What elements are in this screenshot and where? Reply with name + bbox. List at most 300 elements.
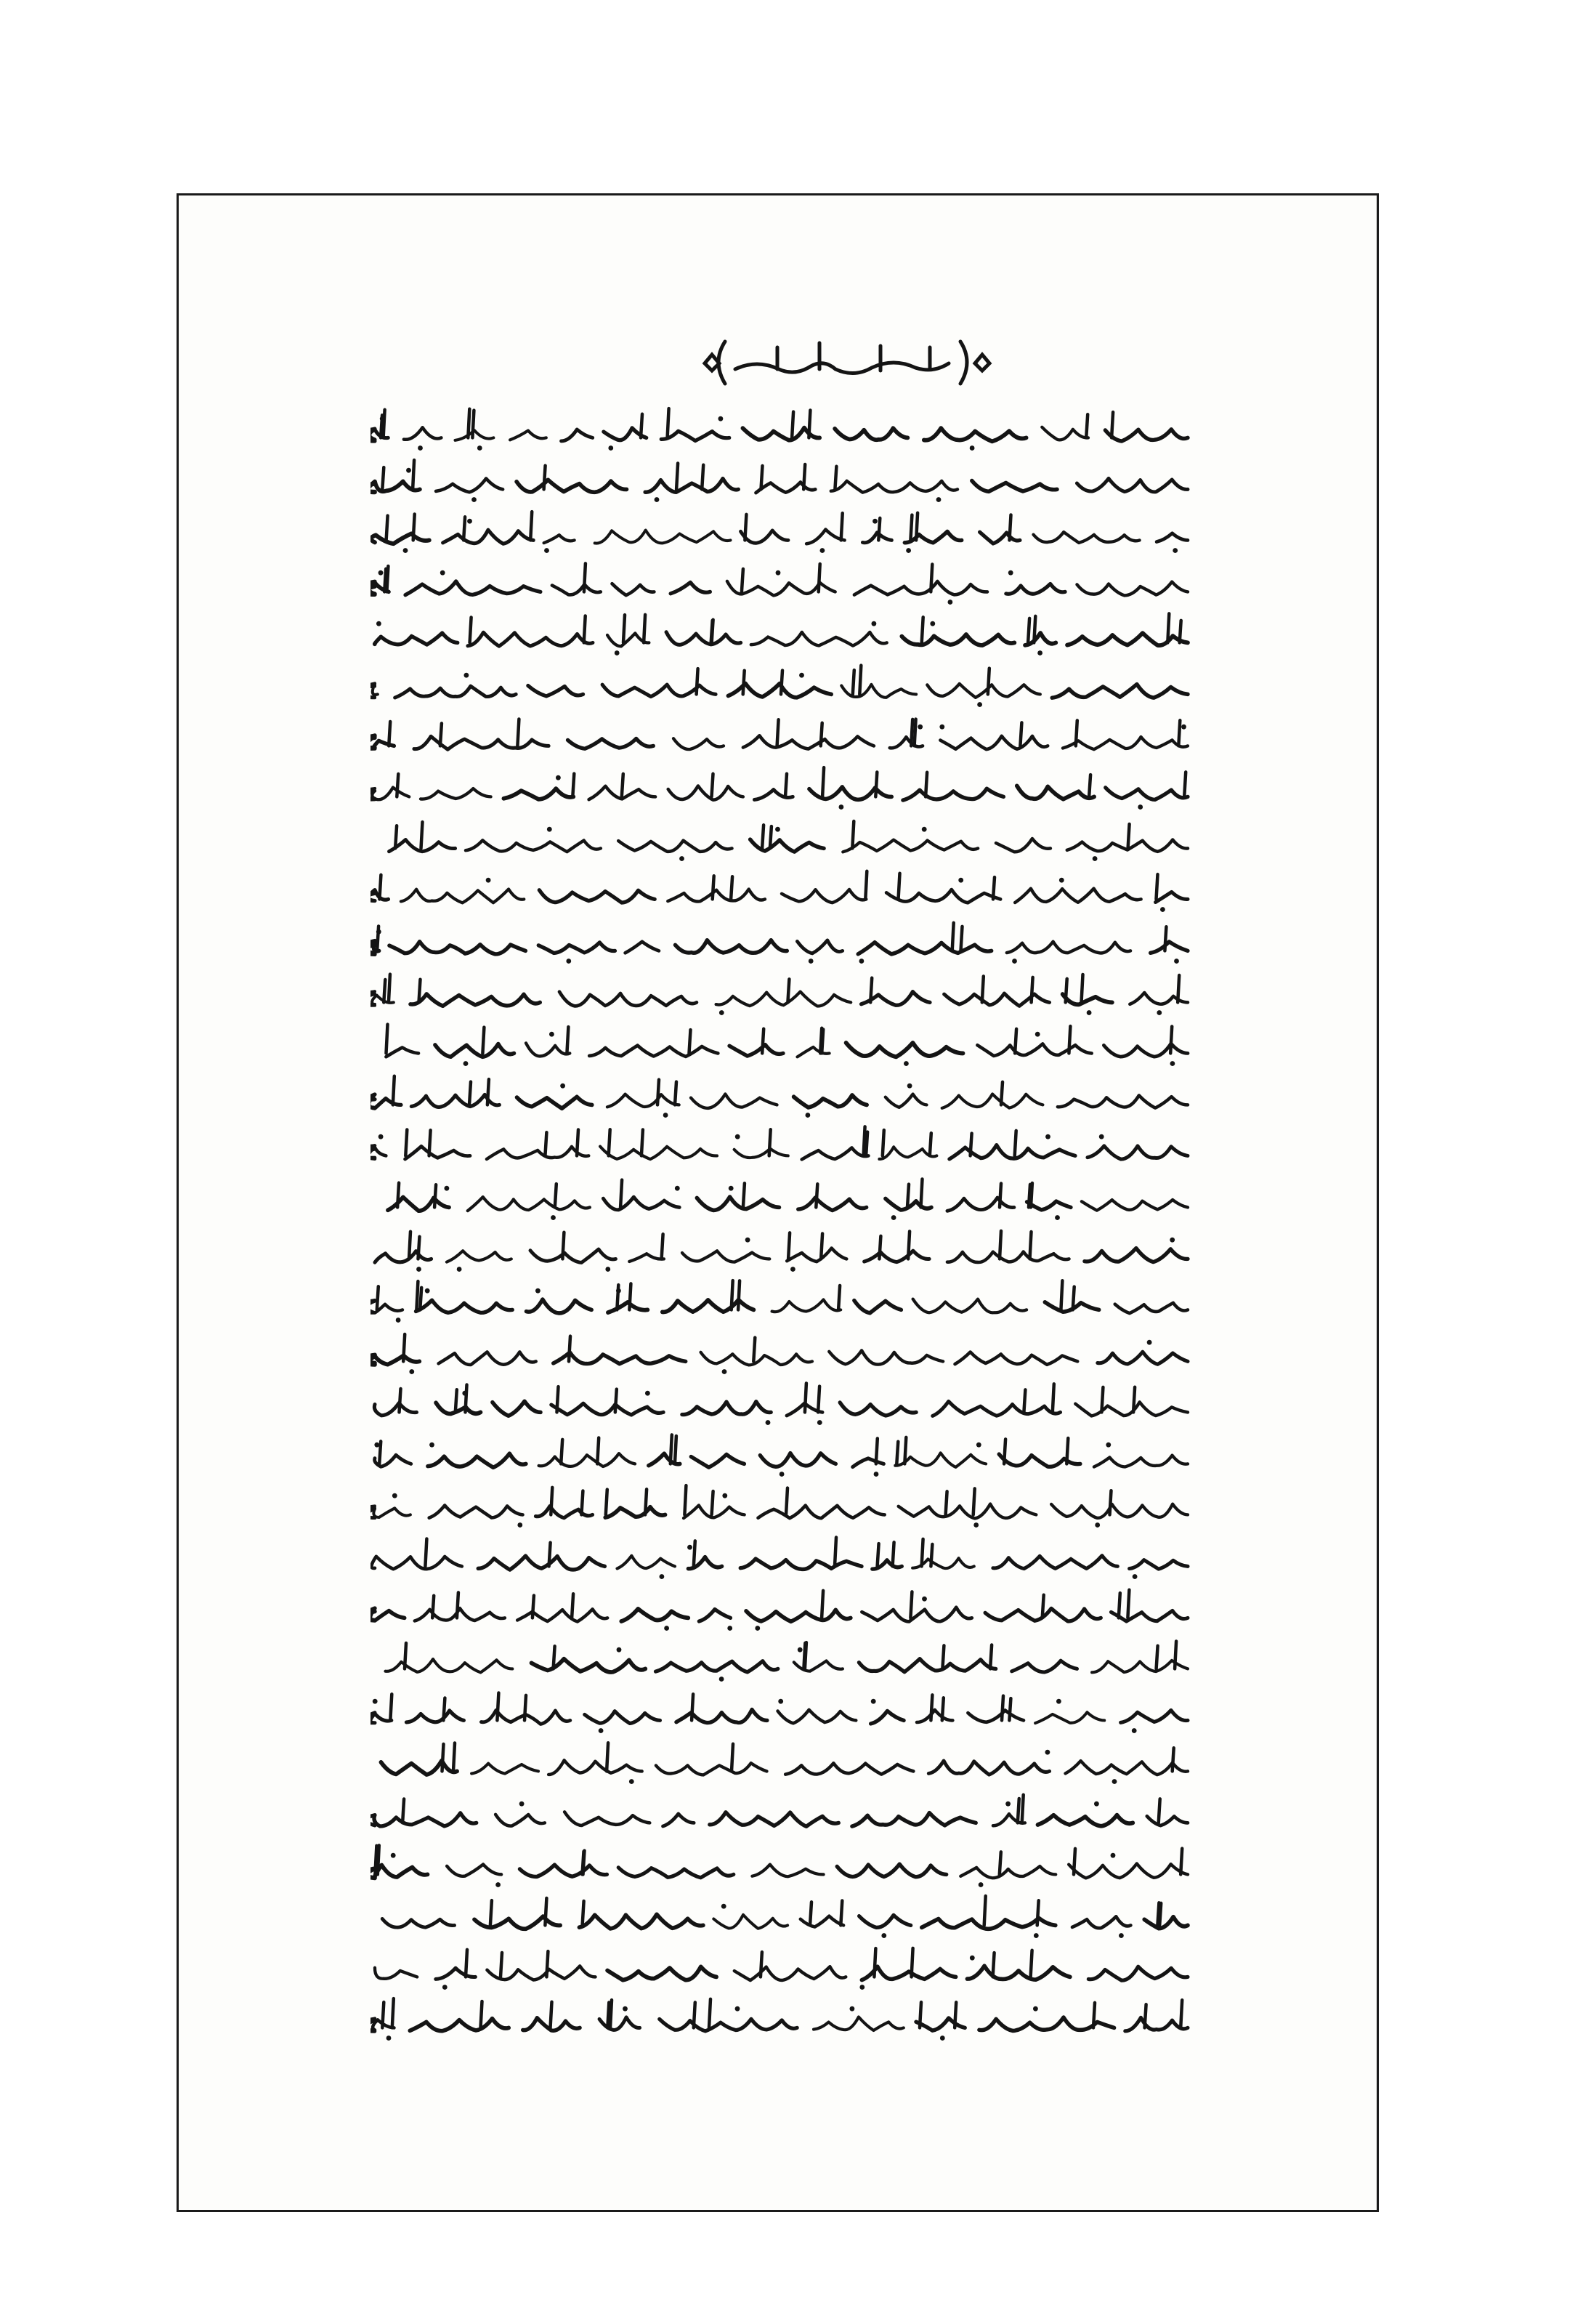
letter-ascender (973, 1489, 975, 1515)
letter-ascender (442, 1744, 444, 1771)
word-stroke (548, 1761, 642, 1775)
diacritic-dot (1033, 2006, 1038, 2012)
letter-ascender (1020, 722, 1021, 746)
diacritic-dot (766, 1420, 771, 1425)
letter-ascender (675, 1436, 676, 1464)
letter-ascender (821, 1233, 822, 1259)
letter-ascender (657, 1079, 659, 1105)
letter-ascender (497, 1692, 498, 1720)
word-stroke (743, 735, 874, 749)
letter-ascender (878, 1544, 879, 1566)
word-stroke (661, 431, 729, 440)
letter-ascender (1061, 1280, 1062, 1310)
letter-ascender (931, 1544, 932, 1566)
word-stroke (944, 993, 1050, 1006)
word-stroke (734, 1966, 846, 1980)
letter-ascender (425, 1539, 426, 1567)
diacritic-dot (722, 1493, 727, 1498)
letter-ascender (803, 464, 805, 489)
word-stroke (381, 1761, 457, 1775)
letter-ascender (762, 1029, 764, 1054)
letter-ascender (501, 1953, 502, 1977)
letter-ascender (386, 1025, 388, 1054)
handwriting-stroke (371, 661, 1191, 712)
diacritic-dot (629, 1780, 634, 1785)
diacritic-dot (776, 570, 781, 576)
word-stroke (895, 1453, 986, 1467)
diacritic-dot (617, 1647, 622, 1653)
letter-ascender (955, 2003, 956, 2028)
handwriting-stroke (371, 712, 1191, 764)
word-stroke (1066, 1762, 1189, 1775)
letter-ascender (482, 1028, 484, 1054)
diacritic-dot (940, 2035, 945, 2041)
letter-ascender (386, 516, 388, 541)
manuscript-line (371, 1533, 1191, 1584)
word-stroke (853, 1458, 884, 1467)
letter-ascender (420, 1288, 421, 1310)
letter-ascender (551, 1488, 552, 1515)
word-stroke (927, 684, 1040, 698)
diacritic-dot (1045, 1750, 1050, 1755)
letter-ascender (990, 1645, 992, 1669)
word-stroke (668, 786, 743, 800)
letter-ascender (810, 1903, 811, 1926)
word-stroke (371, 1094, 401, 1108)
diacritic-dot (608, 445, 613, 451)
letter-ascender (1180, 621, 1181, 643)
letter-ascender (549, 1543, 551, 1567)
manuscript-line (371, 609, 1191, 661)
word-stroke (760, 1453, 835, 1466)
word-stroke (663, 1814, 695, 1826)
word-stroke (746, 1610, 851, 1621)
letter-ascender (662, 1234, 663, 1259)
diacritic-dot (729, 1186, 734, 1191)
manuscript-line (371, 1584, 1191, 1636)
diacritic-dot (471, 497, 477, 502)
word-stroke (554, 1352, 686, 1364)
word-stroke (1125, 2018, 1188, 2031)
word-stroke (1098, 1352, 1188, 1364)
letter-ascender (1010, 515, 1011, 541)
diacritic-dot (386, 2035, 392, 2041)
handwriting-stroke (371, 558, 1191, 610)
page-heading (690, 326, 995, 391)
letter-ascender (1159, 1799, 1160, 1823)
diacritic-dot (721, 1904, 726, 1909)
handwriting-stroke (371, 1122, 1191, 1174)
letter-ascender (692, 1694, 693, 1720)
letter-ascender (1032, 977, 1033, 1001)
diacritic-dot (519, 1801, 525, 1807)
diacritic-dot (687, 1545, 692, 1550)
letter-ascender (607, 2003, 609, 2028)
word-stroke (778, 1710, 857, 1724)
diacritic-dot (806, 1113, 811, 1118)
manuscript-line (371, 1789, 1191, 1841)
diacritic-dot (1037, 650, 1042, 655)
handwriting-stroke (371, 1789, 1191, 1841)
letter-ascender (822, 1591, 823, 1618)
word-stroke (607, 1966, 716, 1980)
word-stroke (1017, 786, 1094, 799)
diacritic-dot (467, 519, 472, 524)
letter-ascender (743, 1183, 745, 1207)
word-stroke (401, 889, 524, 903)
word-stroke (1027, 1201, 1072, 1210)
diacritic-dot (416, 1267, 421, 1272)
word-stroke (673, 738, 724, 749)
word-stroke (1106, 788, 1188, 800)
diacritic-dot (1099, 1134, 1104, 1139)
manuscript-line (371, 815, 1191, 866)
word-stroke (474, 1916, 560, 1929)
word-stroke (831, 480, 957, 492)
letter-ascender (622, 774, 623, 796)
word-stroke (843, 839, 978, 852)
letter-ascender (712, 620, 713, 643)
letter-ascender (1181, 2001, 1182, 2028)
letter-ascender (805, 1642, 806, 1669)
letter-ascender (671, 1435, 672, 1464)
letter-ascender (389, 722, 390, 746)
diacritic-dot (1087, 1010, 1092, 1015)
letter-ascender (557, 1387, 559, 1412)
word-stroke (371, 1813, 477, 1826)
word-stroke (415, 1608, 505, 1621)
letter-ascender (405, 1643, 406, 1669)
letter-ascender (377, 1286, 378, 1310)
word-stroke (371, 683, 378, 698)
letter-ascender (554, 1646, 555, 1669)
manuscript-line (371, 1122, 1191, 1174)
letter-ascender (689, 1030, 691, 1053)
diacritic-dot (551, 1215, 556, 1220)
diacritic-dot (859, 959, 865, 964)
diacritic-dot (1174, 959, 1179, 964)
word-stroke (1130, 1560, 1188, 1570)
letter-ascender (456, 1390, 457, 1413)
word-stroke (933, 1402, 1061, 1416)
letter-ascender (481, 2001, 482, 2028)
diacritic-dot (1112, 1780, 1117, 1785)
letter-ascender (1178, 975, 1179, 1002)
word-stroke (416, 1300, 513, 1312)
letter-ascender (1157, 875, 1158, 900)
letter-ascender (865, 871, 867, 900)
letter-ascender (879, 1235, 880, 1258)
letter-ascender (1128, 824, 1130, 848)
word-stroke (676, 940, 788, 953)
word-stroke (629, 1254, 664, 1262)
word-stroke (697, 1197, 779, 1210)
word-stroke (942, 1094, 1043, 1107)
diacritic-dot (549, 1032, 554, 1037)
letter-ascender (1086, 414, 1088, 437)
word-stroke (493, 1402, 540, 1416)
handwriting-stroke (371, 1635, 1191, 1687)
diacritic-dot (1160, 907, 1165, 912)
handwriting-stroke (371, 1071, 1191, 1123)
diacritic-dot (970, 445, 975, 451)
letter-ascender (1181, 1848, 1182, 1874)
word-stroke (1105, 429, 1188, 441)
word-stroke (785, 1764, 913, 1775)
letter-ascender (641, 1130, 643, 1156)
letter-ascender (792, 412, 793, 438)
letter-ascender (912, 1948, 913, 1977)
word-stroke (436, 478, 503, 492)
letter-ascender (583, 1901, 584, 1925)
letter-ascender (1101, 1387, 1103, 1412)
word-stroke (439, 1352, 536, 1365)
diacritic-dot (1008, 570, 1013, 576)
letter-ascender (853, 670, 854, 694)
word-stroke (389, 942, 526, 954)
word-stroke (539, 890, 655, 903)
manuscript-line (371, 969, 1191, 1020)
manuscript-line (371, 712, 1191, 764)
letter-ascender (732, 1280, 733, 1310)
word-stroke (404, 427, 442, 440)
word-stroke (993, 1556, 1118, 1569)
word-stroke (526, 1043, 570, 1056)
word-stroke (443, 530, 534, 544)
diacritic-dot (1055, 1215, 1060, 1220)
word-stroke (787, 1248, 846, 1262)
manuscript-line (371, 763, 1191, 815)
letter-ascender (921, 1179, 923, 1207)
word-stroke (1144, 1917, 1188, 1929)
manuscript-line (371, 507, 1191, 558)
letter-ascender (982, 976, 984, 1002)
letter-ascender (397, 774, 398, 796)
word-stroke (1077, 581, 1189, 595)
word-stroke (371, 1557, 461, 1569)
handwriting-stroke (371, 456, 1191, 507)
handwriting-stroke (371, 1738, 1191, 1789)
letter-ascender (809, 411, 810, 438)
handwriting-stroke (371, 917, 1191, 969)
word-stroke (1082, 1200, 1188, 1211)
diacritic-dot (1170, 1237, 1175, 1242)
word-stroke (551, 1403, 663, 1415)
letter-ascender (1112, 412, 1113, 437)
word-stroke (487, 1966, 596, 1980)
handwriting-stroke (371, 1276, 1191, 1328)
diacritic-dot (495, 1882, 501, 1887)
letter-ascender (584, 616, 586, 643)
word-stroke (676, 1709, 767, 1722)
letter-ascender (390, 1694, 392, 1720)
word-stroke (599, 2017, 640, 2030)
manuscript-line (371, 866, 1191, 917)
diacritic-dot (679, 856, 684, 861)
letter-ascender (405, 1130, 407, 1156)
word-stroke (510, 431, 546, 440)
letter-ascender (644, 615, 645, 643)
diacritic-dot (850, 2006, 855, 2012)
diacritic-dot (663, 1113, 668, 1118)
word-stroke (429, 1506, 523, 1518)
letter-ascender (988, 669, 989, 695)
word-stroke (798, 1047, 830, 1057)
word-stroke (405, 1147, 470, 1160)
letter-ascender (1076, 720, 1077, 746)
manuscript-line (371, 1841, 1191, 1892)
letter-ascender (984, 1896, 986, 1925)
diacritic-dot (718, 416, 724, 421)
word-stroke (528, 685, 583, 695)
word-stroke (1042, 427, 1088, 440)
letter-ascender (761, 1952, 762, 1977)
word-stroke (886, 889, 1000, 903)
word-stroke (972, 480, 1057, 491)
letter-ascender (440, 723, 442, 746)
handwriting-stroke (371, 1225, 1191, 1277)
letter-ascender (432, 1595, 434, 1618)
letter-ascender (732, 1744, 733, 1772)
letter-ascender (785, 774, 787, 797)
word-stroke (947, 1251, 1069, 1262)
letter-ascender (382, 467, 384, 489)
diacritic-dot (976, 1443, 981, 1448)
letter-ascender (533, 1595, 534, 1618)
handwriting-stroke (371, 404, 1191, 456)
diacritic-dot (722, 1369, 727, 1374)
letter-ascender (743, 671, 745, 695)
handwriting-stroke (371, 507, 1191, 558)
letter-ascender (577, 1130, 578, 1156)
manuscript-body (371, 404, 1191, 2046)
diacritic-dot (1012, 959, 1017, 964)
letter-ascender (1175, 1642, 1176, 1669)
word-stroke (645, 478, 738, 492)
letter-ascender (416, 1281, 418, 1310)
diacritic-dot (735, 1134, 740, 1139)
letter-ascender (1053, 1384, 1054, 1413)
letter-ascender (875, 772, 877, 797)
word-stroke (1111, 1610, 1188, 1621)
word-stroke (1067, 633, 1188, 645)
diacritic-dot (755, 1626, 760, 1631)
manuscript-line (371, 1481, 1191, 1533)
word-stroke (772, 1299, 841, 1312)
letter-ascender (942, 1698, 944, 1720)
letter-ascender (386, 566, 388, 592)
letter-ascender (753, 1337, 755, 1361)
letter-ascender (712, 1491, 713, 1514)
diacritic-dot (939, 724, 944, 729)
word-stroke (1063, 737, 1188, 749)
letter-ascender (993, 877, 995, 899)
word-stroke (968, 1710, 1024, 1722)
word-stroke (468, 1197, 590, 1211)
word-stroke (1012, 1661, 1077, 1672)
letter-ascender (397, 1183, 399, 1208)
word-stroke (871, 1711, 904, 1724)
word-stroke (625, 942, 659, 953)
word-stroke (1121, 1710, 1188, 1722)
word-stroke (612, 584, 655, 595)
word-stroke (879, 1147, 936, 1160)
word-stroke (607, 1094, 679, 1107)
word-stroke (589, 1046, 718, 1057)
diacritic-dot (874, 1472, 879, 1477)
diacritic-dot (547, 826, 552, 831)
manuscript-line (371, 1020, 1191, 1071)
diacritic-dot (958, 878, 963, 883)
word-stroke (1085, 1248, 1188, 1262)
handwriting-stroke (371, 609, 1191, 661)
word-stroke (862, 1607, 971, 1621)
letter-ascender (466, 1385, 467, 1413)
handwriting-stroke (371, 1994, 1191, 2046)
letter-ascender (920, 2003, 921, 2028)
letter-ascender (1000, 1852, 1001, 1874)
diacritic-dot (881, 1933, 886, 1938)
letter-ascender (761, 466, 763, 489)
diacritic-dot (429, 1443, 434, 1448)
letter-ascender (899, 873, 900, 900)
word-stroke (656, 1764, 767, 1775)
letter-ascender (878, 518, 880, 540)
handwriting-stroke (371, 1020, 1191, 1071)
letter-ascender (866, 1132, 867, 1156)
manuscript-line (371, 917, 1191, 969)
word-stroke (410, 2019, 509, 2031)
letter-ascender (838, 1286, 840, 1310)
letter-ascender (530, 512, 532, 540)
diacritic-dot (1111, 1852, 1116, 1857)
word-stroke (977, 1044, 1091, 1057)
letter-ascender (709, 1999, 710, 2028)
letter-ascender (993, 1953, 995, 1977)
manuscript-line (371, 1430, 1191, 1482)
diacritic-dot (1056, 1699, 1061, 1704)
word-stroke (1063, 994, 1112, 1004)
diacritic-dot (566, 959, 571, 964)
word-stroke (671, 582, 710, 593)
handwriting-stroke (371, 1533, 1191, 1584)
diacritic-dot (1035, 1032, 1040, 1037)
word-stroke (552, 584, 601, 594)
diacritic-dot (790, 1267, 795, 1272)
diacritic-dot (780, 1472, 785, 1477)
letter-ascender (1119, 1593, 1120, 1618)
word-stroke (1088, 1966, 1188, 1980)
letter-ascender (645, 1490, 647, 1515)
word-stroke (371, 788, 409, 800)
handwriting-stroke (371, 1481, 1191, 1533)
letter-ascender (1145, 2005, 1146, 2028)
word-stroke (701, 1352, 813, 1365)
handwriting-stroke (371, 763, 1191, 815)
diacritic-dot (891, 1215, 896, 1220)
letter-ascender (463, 517, 465, 541)
diacritic-dot (660, 1574, 665, 1579)
word-stroke (1006, 584, 1065, 594)
word-stroke (1007, 942, 1130, 953)
word-stroke (1069, 1863, 1188, 1878)
word-stroke (924, 428, 1027, 441)
word-stroke (568, 738, 654, 749)
letter-ascender (922, 618, 923, 643)
manuscript-line (371, 1071, 1191, 1123)
diacritic-dot (1119, 1933, 1124, 1938)
word-stroke (794, 1095, 867, 1107)
